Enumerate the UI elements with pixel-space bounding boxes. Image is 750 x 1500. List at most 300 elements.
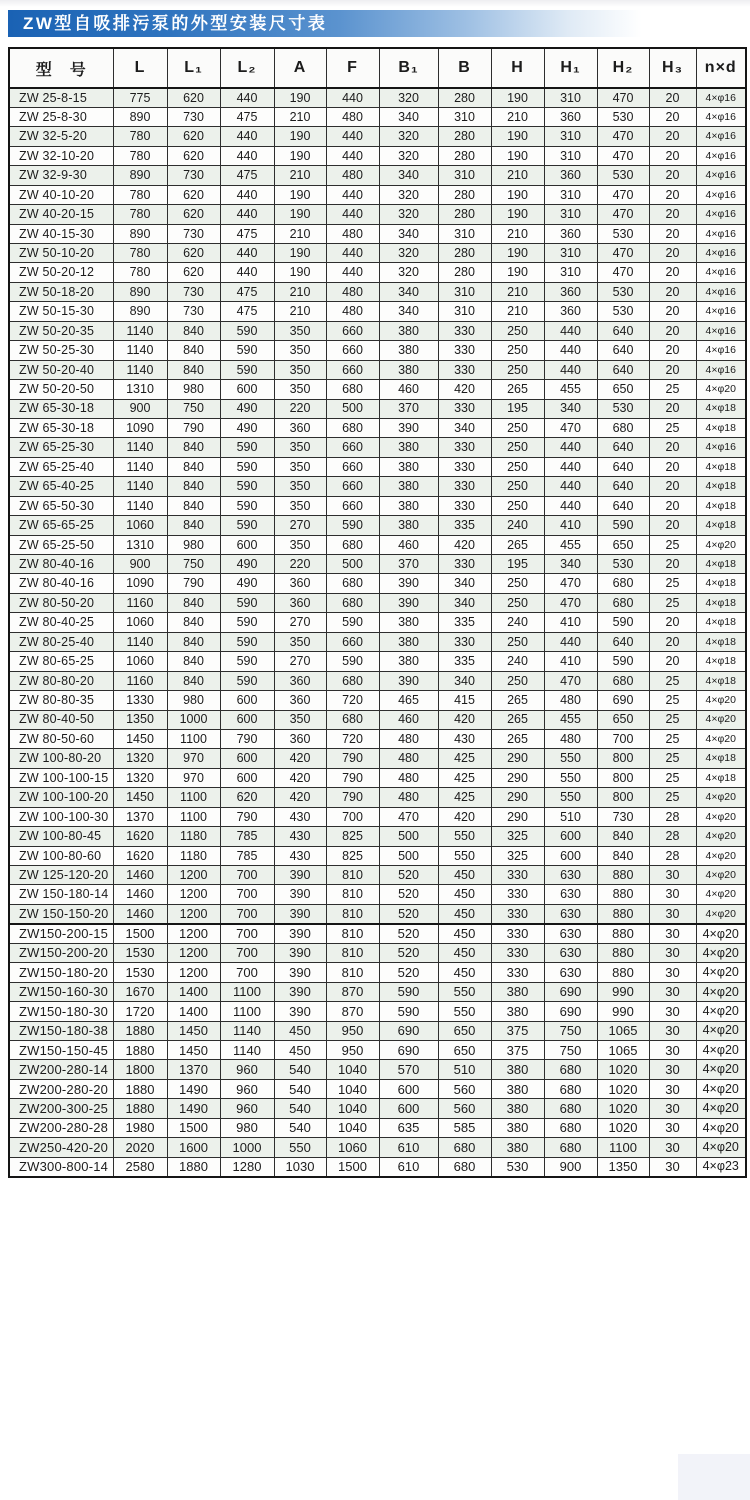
value-cell: 460 [379,535,438,554]
value-cell: 20 [649,88,696,107]
value-cell: 620 [167,127,220,146]
value-cell: 600 [220,768,274,787]
model-cell: ZW200-280-20 [9,1079,113,1098]
value-cell: 360 [274,671,326,690]
value-cell: 30 [649,885,696,904]
table-row [9,1021,746,1040]
model-cell: ZW 80-40-50 [9,710,113,729]
table-row [9,1118,746,1137]
value-cell: 4×φ20 [696,729,746,748]
value-cell: 1065 [597,1021,649,1040]
value-cell: 20 [649,457,696,476]
value-cell: 640 [597,496,649,515]
value-cell: 380 [491,1060,544,1079]
value-cell: 600 [220,749,274,768]
column-header-9: H₁ [544,48,597,88]
value-cell: 335 [438,652,491,671]
value-cell: 240 [491,652,544,671]
value-cell: 780 [113,244,167,263]
model-cell: ZW 50-20-12 [9,263,113,282]
value-cell: 550 [274,1138,326,1157]
value-cell: 680 [597,574,649,593]
value-cell: 390 [379,671,438,690]
value-cell: 790 [326,749,379,768]
value-cell: 1620 [113,846,167,865]
value-cell: 360 [544,302,597,321]
value-cell: 380 [491,1099,544,1118]
value-cell: 840 [167,457,220,476]
value-cell: 1100 [220,1002,274,1021]
value-cell: 25 [649,749,696,768]
value-cell: 4×φ16 [696,146,746,165]
value-cell: 730 [167,282,220,301]
value-cell: 500 [326,555,379,574]
value-cell: 1880 [113,1099,167,1118]
value-cell: 1450 [167,1040,220,1059]
value-cell: 380 [379,516,438,535]
value-cell: 4×φ16 [696,302,746,321]
value-cell: 450 [438,924,491,943]
value-cell: 290 [491,749,544,768]
value-cell: 680 [326,671,379,690]
value-cell: 890 [113,282,167,301]
value-cell: 840 [167,516,220,535]
value-cell: 380 [491,1002,544,1021]
value-cell: 630 [544,904,597,923]
value-cell: 440 [220,244,274,263]
model-cell: ZW 25-8-30 [9,107,113,126]
value-cell: 4×φ20 [696,904,746,923]
value-cell: 1000 [220,1138,274,1157]
value-cell: 390 [379,593,438,612]
value-cell: 350 [274,710,326,729]
model-cell: ZW 65-25-50 [9,535,113,554]
value-cell: 1030 [274,1157,326,1176]
value-cell: 470 [597,88,649,107]
value-cell: 4×φ16 [696,107,746,126]
value-cell: 590 [379,1002,438,1021]
value-cell: 1090 [113,574,167,593]
value-cell: 210 [491,107,544,126]
value-cell: 1720 [113,1002,167,1021]
value-cell: 1490 [167,1099,220,1118]
value-cell: 20 [649,205,696,224]
value-cell: 4×φ20 [696,1118,746,1137]
value-cell: 25 [649,418,696,437]
model-cell: ZW 100-80-60 [9,846,113,865]
value-cell: 470 [544,418,597,437]
value-cell: 475 [220,224,274,243]
value-cell: 280 [438,88,491,107]
model-cell: ZW 25-8-15 [9,88,113,107]
value-cell: 840 [167,360,220,379]
column-header-0: 型 号 [9,48,113,88]
value-cell: 840 [167,477,220,496]
value-cell: 4×φ20 [696,943,746,962]
value-cell: 480 [544,691,597,710]
value-cell: 480 [326,224,379,243]
value-cell: 360 [274,691,326,710]
table-row [9,574,746,593]
value-cell: 790 [326,768,379,787]
value-cell: 680 [438,1138,491,1157]
value-cell: 380 [491,1079,544,1098]
model-cell: ZW 50-10-20 [9,244,113,263]
value-cell: 220 [274,555,326,574]
value-cell: 330 [491,963,544,982]
value-cell: 1880 [167,1157,220,1176]
value-cell: 550 [544,768,597,787]
value-cell: 1040 [326,1079,379,1098]
value-cell: 360 [274,593,326,612]
value-cell: 840 [167,593,220,612]
value-cell: 440 [220,185,274,204]
value-cell: 340 [438,593,491,612]
value-cell: 330 [491,885,544,904]
model-cell: ZW 125-120-20 [9,866,113,885]
value-cell: 680 [326,535,379,554]
table-row [9,146,746,165]
value-cell: 350 [274,457,326,476]
table-row [9,866,746,885]
value-cell: 30 [649,1157,696,1176]
value-cell: 1320 [113,768,167,787]
value-cell: 790 [167,418,220,437]
value-cell: 310 [438,302,491,321]
value-cell: 190 [274,127,326,146]
value-cell: 390 [274,963,326,982]
value-cell: 660 [326,341,379,360]
value-cell: 480 [326,107,379,126]
model-cell: ZW 50-25-30 [9,341,113,360]
value-cell: 190 [491,146,544,165]
value-cell: 1100 [167,807,220,826]
value-cell: 700 [220,866,274,885]
value-cell: 4×φ18 [696,399,746,418]
value-cell: 690 [544,1002,597,1021]
value-cell: 470 [597,205,649,224]
value-cell: 480 [326,302,379,321]
value-cell: 290 [491,807,544,826]
value-cell: 590 [220,671,274,690]
value-cell: 330 [438,632,491,651]
value-cell: 28 [649,827,696,846]
value-cell: 520 [379,866,438,885]
value-cell: 390 [274,866,326,885]
value-cell: 470 [597,127,649,146]
table-row [9,185,746,204]
value-cell: 370 [379,555,438,574]
value-cell: 380 [379,321,438,340]
top-strip [0,0,750,7]
value-cell: 980 [167,535,220,554]
table-row [9,1079,746,1098]
value-cell: 1020 [597,1060,649,1079]
value-cell: 20 [649,127,696,146]
value-cell: 4×φ20 [696,1040,746,1059]
value-cell: 4×φ18 [696,671,746,690]
value-cell: 470 [597,185,649,204]
value-cell: 415 [438,691,491,710]
model-cell: ZW 80-65-25 [9,652,113,671]
value-cell: 470 [597,263,649,282]
value-cell: 1160 [113,593,167,612]
value-cell: 1160 [113,671,167,690]
model-cell: ZW 80-40-16 [9,574,113,593]
value-cell: 840 [167,438,220,457]
value-cell: 25 [649,671,696,690]
value-cell: 1140 [113,632,167,651]
value-cell: 350 [274,477,326,496]
value-cell: 700 [220,924,274,943]
value-cell: 4×φ20 [696,1138,746,1157]
value-cell: 1450 [113,729,167,748]
table-row [9,1060,746,1079]
value-cell: 700 [326,807,379,826]
value-cell: 720 [326,691,379,710]
value-cell: 960 [220,1099,274,1118]
model-cell: ZW 50-18-20 [9,282,113,301]
value-cell: 25 [649,535,696,554]
value-cell: 4×φ16 [696,263,746,282]
page-title: ZW型自吸排污泵的外型安装尺寸表 [8,10,745,37]
value-cell: 810 [326,904,379,923]
value-cell: 1460 [113,866,167,885]
value-cell: 650 [438,1021,491,1040]
value-cell: 650 [597,380,649,399]
value-cell: 4×φ16 [696,244,746,263]
value-cell: 800 [597,749,649,768]
value-cell: 440 [326,88,379,107]
value-cell: 970 [167,768,220,787]
value-cell: 960 [220,1079,274,1098]
value-cell: 680 [326,380,379,399]
value-cell: 1020 [597,1099,649,1118]
value-cell: 330 [491,924,544,943]
value-cell: 890 [113,166,167,185]
value-cell: 210 [491,282,544,301]
value-cell: 1180 [167,827,220,846]
table-row [9,652,746,671]
value-cell: 950 [326,1021,379,1040]
value-cell: 1140 [113,321,167,340]
value-cell: 640 [597,438,649,457]
value-cell: 20 [649,282,696,301]
table-row [9,224,746,243]
value-cell: 1310 [113,380,167,399]
table-row [9,963,746,982]
value-cell: 380 [379,613,438,632]
value-cell: 800 [597,768,649,787]
value-cell: 1060 [113,516,167,535]
value-cell: 480 [544,729,597,748]
value-cell: 1100 [167,729,220,748]
value-cell: 4×φ20 [696,691,746,710]
table-row [9,729,746,748]
value-cell: 4×φ20 [696,535,746,554]
value-cell: 350 [274,496,326,515]
value-cell: 210 [274,282,326,301]
value-cell: 550 [438,982,491,1001]
table-row [9,244,746,263]
model-cell: ZW150-180-38 [9,1021,113,1040]
value-cell: 325 [491,846,544,865]
value-cell: 610 [379,1138,438,1157]
value-cell: 4×φ18 [696,477,746,496]
column-header-10: H₂ [597,48,649,88]
value-cell: 310 [438,224,491,243]
model-cell: ZW 150-180-14 [9,885,113,904]
value-cell: 620 [167,263,220,282]
value-cell: 810 [326,943,379,962]
value-cell: 195 [491,399,544,418]
value-cell: 1310 [113,535,167,554]
value-cell: 840 [597,827,649,846]
value-cell: 1060 [113,613,167,632]
value-cell: 430 [274,807,326,826]
value-cell: 310 [438,107,491,126]
value-cell: 590 [220,477,274,496]
value-cell: 800 [597,788,649,807]
value-cell: 1460 [113,904,167,923]
value-cell: 25 [649,788,696,807]
column-header-11: H₃ [649,48,696,88]
value-cell: 420 [438,710,491,729]
model-cell: ZW 50-20-40 [9,360,113,379]
value-cell: 380 [379,652,438,671]
value-cell: 590 [326,516,379,535]
value-cell: 310 [544,205,597,224]
value-cell: 780 [113,205,167,224]
value-cell: 440 [326,127,379,146]
value-cell: 4×φ16 [696,88,746,107]
value-cell: 320 [379,88,438,107]
value-cell: 790 [326,788,379,807]
value-cell: 2580 [113,1157,167,1176]
value-cell: 1670 [113,982,167,1001]
model-cell: ZW 80-80-35 [9,691,113,710]
value-cell: 4×φ16 [696,127,746,146]
value-cell: 20 [649,224,696,243]
value-cell: 320 [379,127,438,146]
value-cell: 390 [274,943,326,962]
value-cell: 640 [597,321,649,340]
value-cell: 4×φ20 [696,982,746,1001]
value-cell: 1100 [220,982,274,1001]
value-cell: 330 [438,399,491,418]
model-cell: ZW 32-9-30 [9,166,113,185]
value-cell: 680 [544,1118,597,1137]
value-cell: 750 [544,1021,597,1040]
value-cell: 890 [113,107,167,126]
value-cell: 600 [544,827,597,846]
value-cell: 440 [544,632,597,651]
value-cell: 1180 [167,846,220,865]
value-cell: 425 [438,768,491,787]
value-cell: 360 [544,166,597,185]
value-cell: 870 [326,982,379,1001]
value-cell: 490 [220,418,274,437]
value-cell: 1040 [326,1099,379,1118]
value-cell: 1060 [113,652,167,671]
value-cell: 775 [113,88,167,107]
value-cell: 25 [649,768,696,787]
value-cell: 550 [438,827,491,846]
value-cell: 730 [597,807,649,826]
table-row [9,399,746,418]
value-cell: 1330 [113,691,167,710]
value-cell: 30 [649,904,696,923]
model-cell: ZW 80-40-16 [9,555,113,574]
model-cell: ZW 80-50-20 [9,593,113,612]
value-cell: 540 [274,1118,326,1137]
value-cell: 240 [491,613,544,632]
value-cell: 4×φ18 [696,593,746,612]
value-cell: 430 [274,827,326,846]
value-cell: 210 [491,302,544,321]
column-header-8: H [491,48,544,88]
value-cell: 325 [491,827,544,846]
value-cell: 210 [274,302,326,321]
value-cell: 630 [544,963,597,982]
value-cell: 190 [491,244,544,263]
value-cell: 25 [649,729,696,748]
value-cell: 1400 [167,1002,220,1021]
value-cell: 250 [491,321,544,340]
model-cell: ZW 100-100-15 [9,768,113,787]
value-cell: 330 [438,341,491,360]
model-cell: ZW 65-30-18 [9,418,113,437]
value-cell: 1020 [597,1118,649,1137]
value-cell: 660 [326,360,379,379]
model-cell: ZW 80-25-40 [9,632,113,651]
value-cell: 440 [544,496,597,515]
value-cell: 250 [491,477,544,496]
value-cell: 4×φ16 [696,166,746,185]
value-cell: 250 [491,632,544,651]
value-cell: 1140 [113,496,167,515]
value-cell: 1350 [113,710,167,729]
value-cell: 440 [220,146,274,165]
value-cell: 280 [438,185,491,204]
value-cell: 470 [379,807,438,826]
value-cell: 380 [379,360,438,379]
value-cell: 750 [544,1040,597,1059]
value-cell: 340 [379,166,438,185]
value-cell: 635 [379,1118,438,1137]
value-cell: 1140 [220,1021,274,1040]
value-cell: 1620 [113,827,167,846]
value-cell: 340 [438,671,491,690]
value-cell: 640 [597,477,649,496]
table-row [9,496,746,515]
table-row [9,885,746,904]
model-cell: ZW150-200-15 [9,924,113,943]
value-cell: 420 [274,749,326,768]
value-cell: 380 [491,1118,544,1137]
value-cell: 680 [326,593,379,612]
model-cell: ZW 32-5-20 [9,127,113,146]
value-cell: 530 [597,282,649,301]
value-cell: 730 [167,302,220,321]
value-cell: 20 [649,360,696,379]
table-row [9,360,746,379]
value-cell: 620 [220,788,274,807]
model-cell: ZW 80-80-20 [9,671,113,690]
value-cell: 700 [220,904,274,923]
value-cell: 1880 [113,1021,167,1040]
value-cell: 630 [544,943,597,962]
